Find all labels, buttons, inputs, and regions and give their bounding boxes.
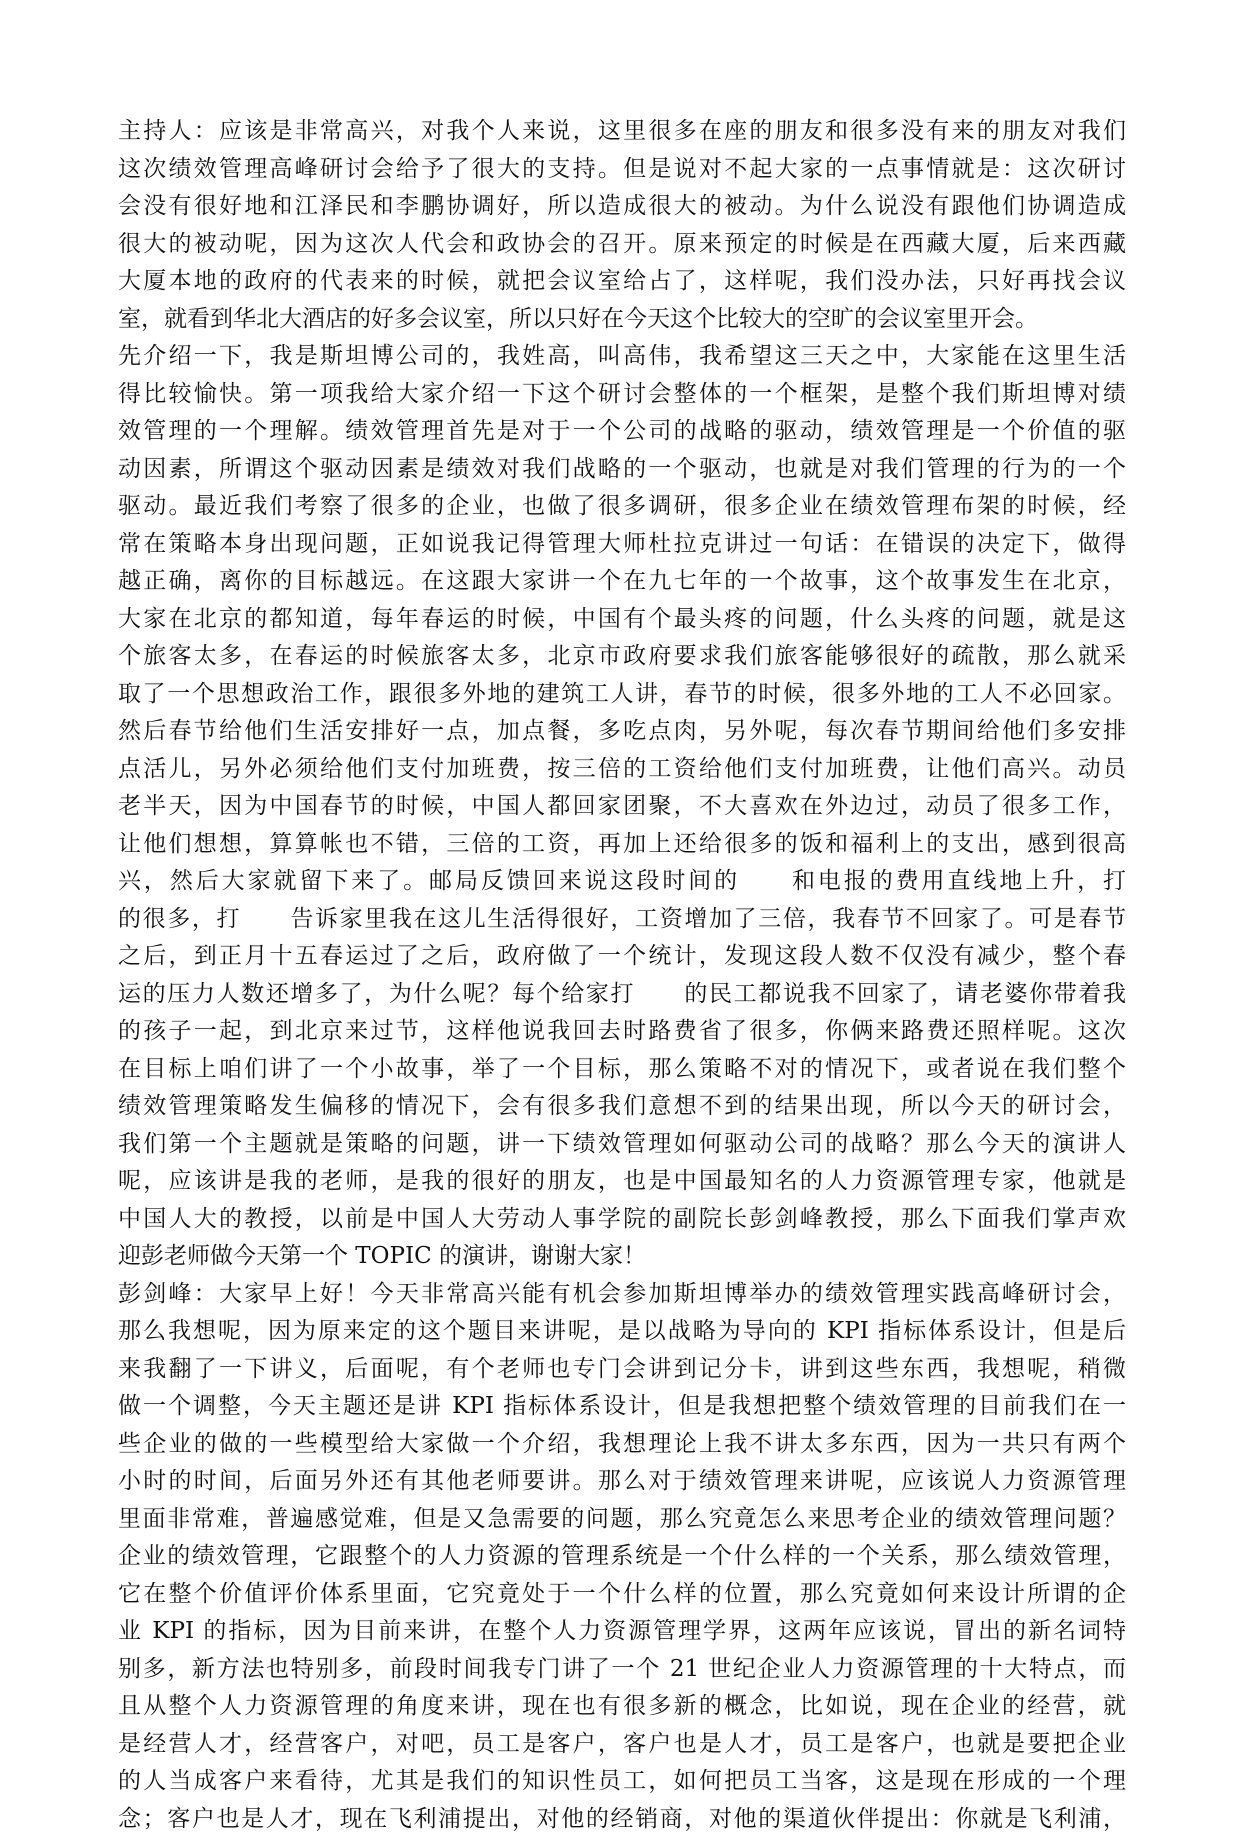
text-line-41: 业 KPI 的指标，因为目前来讲，在整个人力资源管理学界，这两年应该说，冒出的新名词特: [118, 1613, 1126, 1651]
text-line-28: 我们第一个主题就是策略的问题，讲一下绩效管理如何驱动公司的战略？那么今天的演讲人: [118, 1126, 1126, 1164]
text-line-16: 取了一个思想政治工作，跟很多外地的建筑工人讲，春节的时候，很多外地的工人不必回家。: [118, 676, 1126, 714]
text-line-24: 运的压力人数还增多了，为什么呢？每个给家打 的民工都说我不回家了，请老婆你带着我: [118, 976, 1126, 1014]
text-line-31: 迎彭老师做今天第一个 TOPIC 的演讲，谢谢大家！: [118, 1238, 1126, 1276]
text-line-40: 它在整个价值评价体系里面，它究竟处于一个什么样的位置，那么究竟如何来设计所谓的企: [118, 1576, 1126, 1614]
text-line-36: 些企业的做的一些模型给大家做一个介绍，我想理论上我不讲太多东西，因为一共只有两个: [118, 1426, 1126, 1464]
text-line-1: 主持人：应该是非常高兴，对我个人来说，这里很多在座的朋友和很多没有来的朋友对我们: [118, 113, 1126, 151]
text-line-27: 绩效管理策略发生偏移的情况下，会有很多我们意想不到的结果出现，所以今天的研讨会，: [118, 1088, 1126, 1126]
text-line-33: 那么我想呢，因为原来定的这个题目来讲呢，是以战略为导向的 KPI 指标体系设计，但是后: [118, 1313, 1126, 1351]
document-page: [118, 113, 1126, 1838]
text-line-25: 的孩子一起，到北京来过节，这样他说我回去时路费省了很多，你俩来路费还照样呢。这次: [118, 1013, 1126, 1051]
text-line-4: 很大的被动呢，因为这次人代会和政协会的召开。原来预定的时候是在西藏大厦，后来西藏: [118, 226, 1126, 264]
text-line-14: 大家在北京的都知道，每年春运的时候，中国有个最头疼的问题，什么头疼的问题，就是这: [118, 601, 1126, 639]
text-line-45: 的人当成客户来看待，尤其是我们的知识性员工，如何把员工当客，这是现在形成的一个理: [118, 1763, 1126, 1801]
text-line-38: 里面非常难，普遍感觉难，但是又急需要的问题，那么究竟怎么来思考企业的绩效管理问题？: [118, 1501, 1126, 1539]
text-line-39: 企业的绩效管理，它跟整个的人力资源的管理系统是一个什么样的一个关系，那么绩效管理，: [118, 1538, 1126, 1576]
text-line-10: 动因素，所谓这个驱动因素是绩效对我们战略的一个驱动，也就是对我们管理的行为的一个: [118, 451, 1126, 489]
text-line-6: 室，就看到华北大酒店的好多会议室，所以只好在今天这个比较大的空旷的会议室里开会。: [118, 301, 1126, 339]
text-line-23: 之后，到正月十五春运过了之后，政府做了一个统计，发现这段人数不仅没有减少，整个春: [118, 938, 1126, 976]
text-line-29: 呢，应该讲是我的老师，是我的很好的朋友，也是中国最知名的人力资源管理专家，他就是: [118, 1163, 1126, 1201]
text-line-37: 小时的时间，后面另外还有其他老师要讲。那么对于绩效管理来讲呢，应该说人力资源管理: [118, 1463, 1126, 1501]
text-line-3: 会没有很好地和江泽民和李鹏协调好，所以造成很大的被动。为什么说没有跟他们协调造成: [118, 188, 1126, 226]
text-line-18: 点活儿，另外必须给他们支付加班费，按三倍的工资给他们支付加班费，让他们高兴。动员: [118, 751, 1126, 789]
text-line-15: 个旅客太多，在春运的时候旅客太多，北京市政府要求我们旅客能够很好的疏散，那么就采: [118, 638, 1126, 676]
text-line-32: 彭剑峰：大家早上好！今天非常高兴能有机会参加斯坦博举办的绩效管理实践高峰研讨会，: [118, 1276, 1126, 1314]
text-line-46: 念；客户也是人才，现在飞利浦提出，对他的经销商，对他的渠道伙伴提出：你就是飞利浦，: [118, 1801, 1126, 1838]
text-line-26: 在目标上咱们讲了一个小故事，举了一个目标，那么策略不对的情况下，或者说在我们整个: [118, 1051, 1126, 1089]
text-line-30: 中国人大的教授，以前是中国人大劳动人事学院的副院长彭剑峰教授，那么下面我们掌声欢: [118, 1201, 1126, 1239]
text-line-42: 别多，新方法也特别多，前段时间我专门讲了一个 21 世纪企业人力资源管理的十大特点，而: [118, 1651, 1126, 1689]
text-line-43: 且从整个人力资源管理的角度来讲，现在也有很多新的概念，比如说，现在企业的经营，就: [118, 1688, 1126, 1726]
text-line-13: 越正确，离你的目标越远。在这跟大家讲一个在九七年的一个故事，这个故事发生在北京，: [118, 563, 1126, 601]
text-line-2: 这次绩效管理高峰研讨会给予了很大的支持。但是说对不起大家的一点事情就是：这次研讨: [118, 151, 1126, 189]
text-line-19: 老半天，因为中国春节的时候，中国人都回家团聚，不大喜欢在外边过，动员了很多工作，: [118, 788, 1126, 826]
text-line-44: 是经营人才，经营客户，对吧，员工是客户，客户也是人才，员工是客户，也就是要把企业: [118, 1726, 1126, 1764]
text-line-11: 驱动。最近我们考察了很多的企业，也做了很多调研，很多企业在绩效管理布架的时候，经: [118, 488, 1126, 526]
text-line-7: 先介绍一下，我是斯坦博公司的，我姓高，叫高伟，我希望这三天之中，大家能在这里生活: [118, 338, 1126, 376]
text-line-34: 来我翻了一下讲义，后面呢，有个老师也专门会讲到记分卡，讲到这些东西，我想呢，稍微: [118, 1351, 1126, 1389]
text-line-20: 让他们想想，算算帐也不错，三倍的工资，再加上还给很多的饭和福利上的支出，感到很高: [118, 826, 1126, 864]
text-line-8: 得比较愉快。第一项我给大家介绍一下这个研讨会整体的一个框架，是整个我们斯坦博对绩: [118, 376, 1126, 414]
text-line-12: 常在策略本身出现问题，正如说我记得管理大师杜拉克讲过一句话：在错误的决定下，做得: [118, 526, 1126, 564]
text-line-35: 做一个调整，今天主题还是讲 KPI 指标体系设计，但是我想把整个绩效管理的目前我们在一: [118, 1388, 1126, 1426]
text-line-22: 的很多，打 告诉家里我在这儿生活得很好，工资增加了三倍，我春节不回家了。可是春节: [118, 901, 1126, 939]
text-line-21: 兴，然后大家就留下来了。邮局反馈回来说这段时间的 和电报的费用直线地上升，打: [118, 863, 1126, 901]
text-line-17: 然后春节给他们生活安排好一点，加点餐，多吃点肉，另外呢，每次春节期间给他们多安排: [118, 713, 1126, 751]
text-line-9: 效管理的一个理解。绩效管理首先是对于一个公司的战略的驱动，绩效管理是一个价值的驱: [118, 413, 1126, 451]
text-line-5: 大厦本地的政府的代表来的时候，就把会议室给占了，这样呢，我们没办法，只好再找会议: [118, 263, 1126, 301]
